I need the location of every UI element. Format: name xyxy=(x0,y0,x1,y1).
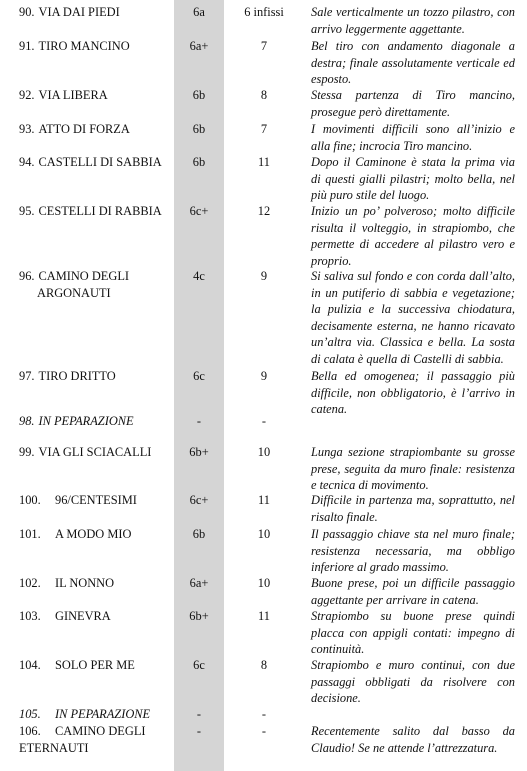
route-number: 94. xyxy=(19,155,35,169)
route-name xyxy=(19,268,171,301)
route-number: 103. xyxy=(19,609,41,623)
route-name xyxy=(19,203,171,220)
route-description xyxy=(311,203,515,269)
description-line: inferiore al grado massimo. xyxy=(311,560,449,574)
route-name xyxy=(19,444,171,461)
route-title-line: CESTELLI DI RABBIA xyxy=(38,204,162,218)
description-line: placca con appigli contati: impegno di xyxy=(311,625,515,640)
route-grade: 4c xyxy=(193,269,205,283)
description-line: resistenza necessaria, ma obbligo xyxy=(311,543,515,558)
route-description xyxy=(311,121,515,154)
description-line: Strapiombo su buone prese quindi xyxy=(311,609,515,623)
description-line: Inizio un po’ polveroso; molto difficile xyxy=(311,204,515,218)
route-number: 91. xyxy=(19,39,35,53)
route-title-line: CASTELLI DI SABBIA xyxy=(38,155,162,169)
description-line: proprio. xyxy=(311,253,352,268)
route-description xyxy=(311,492,515,525)
route-description xyxy=(311,608,515,658)
route-number: 106. xyxy=(19,724,41,738)
route-title-line: ETERNAUTI xyxy=(19,740,89,755)
description-line: di calata è quella di Castelli di sabbia. xyxy=(311,351,504,366)
route-number: 96. xyxy=(19,269,35,283)
route-description xyxy=(311,575,515,608)
route-grade: - xyxy=(196,414,202,428)
description-line: risalto finale. xyxy=(311,509,378,524)
route-number: 93. xyxy=(19,122,35,136)
route-description xyxy=(311,657,515,707)
route-title-line: VIA LIBERA xyxy=(38,88,108,102)
route-name xyxy=(19,4,171,21)
description-line: passaggi obbligati da risolvere con xyxy=(311,674,515,689)
route-description xyxy=(311,38,515,88)
route-grade: 6b xyxy=(192,155,206,169)
route-number: 92. xyxy=(19,88,35,102)
description-line: Claudio! Se ne attende l’attrezzatura. xyxy=(311,740,498,755)
route-description xyxy=(311,154,515,204)
route-name xyxy=(19,38,171,55)
description-line: difficile, non obbligatorio, è l’arrivo in xyxy=(311,385,515,400)
description-line: alla fine; incrocia Tiro mancino. xyxy=(311,138,473,153)
route-grade: - xyxy=(196,707,202,721)
route-title-line: TIRO MANCINO xyxy=(38,39,130,53)
description-line: di questi gialli pilastri; molto bella, nel xyxy=(311,171,515,186)
route-bolts: 6 infissi xyxy=(244,5,284,19)
route-title-line: A MODO MIO xyxy=(55,527,132,541)
route-title-line: CAMINO DEGLI xyxy=(38,269,130,283)
route-name xyxy=(19,706,171,723)
description-line: un’altra via. Classica e bella. La sosta xyxy=(311,335,515,349)
route-number: 105. xyxy=(19,707,41,721)
route-grade: 6b+ xyxy=(189,609,209,623)
route-bolts: - xyxy=(261,414,267,428)
route-name xyxy=(19,121,171,138)
route-bolts: 10 xyxy=(257,527,271,541)
route-grade: - xyxy=(196,724,202,738)
route-bolts: - xyxy=(261,724,267,738)
route-grade: 6b xyxy=(192,527,206,541)
route-bolts: 11 xyxy=(258,609,270,623)
route-bolts: - xyxy=(261,707,267,721)
route-grade: 6c+ xyxy=(189,204,209,218)
route-title-line: 96/CENTESIMI xyxy=(55,493,137,507)
route-number: 98. xyxy=(19,414,35,428)
route-title-line: IN PEPARAZIONE xyxy=(38,414,134,428)
route-bolts: 9 xyxy=(260,269,268,283)
description-line: Stessa partenza di Tiro mancino, xyxy=(311,88,515,102)
route-title-line: IL NONNO xyxy=(55,576,115,590)
route-number: 100. xyxy=(19,493,41,507)
route-grade: 6c xyxy=(193,658,205,672)
route-number: 104. xyxy=(19,658,41,672)
route-bolts: 11 xyxy=(258,493,270,507)
description-line: Si saliva sul fondo e con corda dall’alto, xyxy=(311,269,515,283)
description-line: Strapiombo e muro continui, con due xyxy=(311,658,515,672)
description-line: decisione. xyxy=(311,691,361,705)
route-name xyxy=(19,87,171,104)
route-title-line: IN PEPARAZIONE xyxy=(55,707,151,721)
route-description xyxy=(311,723,515,756)
route-bolts: 7 xyxy=(260,122,268,136)
description-line: arrivo leggermente aggettante. xyxy=(311,21,465,36)
route-grade: 6b xyxy=(192,88,206,102)
route-title-line: VIA DAI PIEDI xyxy=(38,5,120,19)
route-name xyxy=(19,608,171,625)
description-line: Dopo il Caminone è stata la prima via xyxy=(311,155,515,169)
route-grade: 6a+ xyxy=(189,576,209,590)
route-grade: 6b xyxy=(192,122,206,136)
route-bolts: 10 xyxy=(257,445,271,459)
description-line: Buone prese, poi un difficile passaggio xyxy=(311,576,515,590)
description-line: in un putiferio di sabbia e vegetazione; xyxy=(311,285,515,300)
description-line: la pulizia e la successiva chiodatura, xyxy=(311,302,515,316)
grade-column-band xyxy=(174,0,224,771)
description-line: aggettante per arrivare in catena. xyxy=(311,592,479,607)
description-line: esposto. xyxy=(311,72,352,86)
route-grade: 6b+ xyxy=(189,445,209,459)
description-line: Bel tiro con andamento diagonale a xyxy=(311,39,515,53)
description-line: prosegue però direttamente. xyxy=(311,104,451,119)
route-name xyxy=(19,492,171,509)
description-line: risulta il volteggio, in strapiombo, che xyxy=(311,220,515,235)
route-bolts: 12 xyxy=(257,204,271,218)
route-number: 95. xyxy=(19,204,35,218)
route-grade: 6a xyxy=(193,5,205,19)
route-number: 99. xyxy=(19,445,35,459)
route-bolts: 11 xyxy=(258,155,270,169)
route-bolts: 7 xyxy=(260,39,268,53)
description-line: catena. xyxy=(311,402,348,416)
route-description xyxy=(311,268,515,367)
route-name xyxy=(19,575,171,592)
route-grade: 6c xyxy=(193,369,205,383)
route-number: 102. xyxy=(19,576,41,590)
route-title-line: ARGONAUTI xyxy=(37,285,111,300)
route-description xyxy=(311,368,515,418)
route-grade: 6c+ xyxy=(189,493,209,507)
route-grade: 6a+ xyxy=(189,39,209,53)
description-line: Difficile in partenza ma, soprattutto, nel xyxy=(311,493,515,507)
description-line: permette di accedere al pilastro vero e xyxy=(311,237,515,251)
route-title-line: SOLO PER ME xyxy=(55,658,135,672)
route-number: 97. xyxy=(19,369,35,383)
description-line: continuità. xyxy=(311,642,365,656)
description-line: e tecnica di movimento. xyxy=(311,478,429,492)
description-line: Recentemente salito dal basso da xyxy=(311,724,515,738)
description-line: Sale verticalmente un tozzo pilastro, con xyxy=(311,5,515,19)
route-description xyxy=(311,444,515,494)
route-title-line: ATTO DI FORZA xyxy=(38,122,130,136)
route-name xyxy=(19,657,171,674)
route-description xyxy=(311,526,515,576)
route-bolts: 9 xyxy=(260,369,268,383)
description-line: I movimenti difficili sono all’inizio e xyxy=(311,122,515,136)
route-name xyxy=(19,723,171,756)
route-bolts: 10 xyxy=(257,576,271,590)
description-line: decisamente esterna, ne hanno ricavato xyxy=(311,318,515,333)
route-number: 101. xyxy=(19,527,41,541)
route-name xyxy=(19,154,171,171)
route-title-line: GINEVRA xyxy=(55,609,111,623)
route-description xyxy=(311,4,515,37)
route-bolts: 8 xyxy=(260,658,268,672)
route-name xyxy=(19,526,171,543)
route-bolts: 8 xyxy=(260,88,268,102)
route-title-line: VIA GLI SCIACALLI xyxy=(38,445,152,459)
route-number: 90. xyxy=(19,5,35,19)
route-title-line: TIRO DRITTO xyxy=(38,369,116,383)
description-line: più puro stile del luogo. xyxy=(311,188,430,202)
route-name xyxy=(19,368,171,385)
route-title-line: CAMINO DEGLI xyxy=(55,724,146,738)
route-description xyxy=(311,87,515,120)
description-line: Bella ed omogenea; il passaggio più xyxy=(311,369,515,383)
route-name xyxy=(19,413,171,430)
description-line: Il passaggio chiave sta nel muro finale; xyxy=(311,527,515,541)
description-line: Lunga sezione strapiombante su grosse xyxy=(311,445,515,459)
description-line: prese, seguita da muro finale: resistenza xyxy=(311,461,515,476)
description-line: destra; finale assolutamente verticale ed xyxy=(311,55,515,70)
